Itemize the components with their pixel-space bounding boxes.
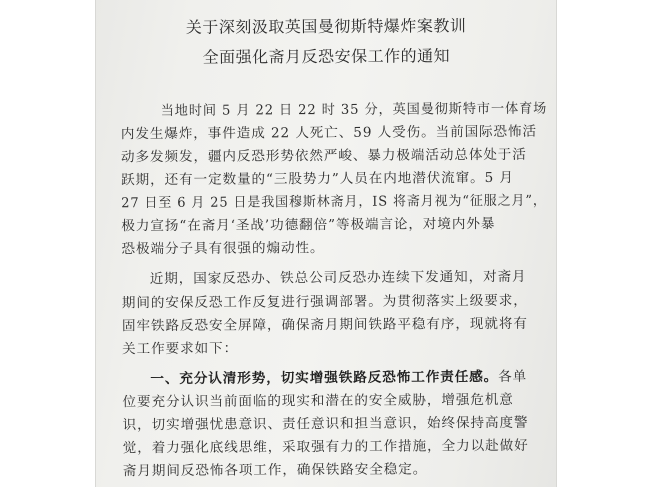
paragraph-1-line-2: 内发生爆炸，事件造成 22 人死亡、59 人受伤。当前国际恐怖活 [120, 123, 538, 143]
paper-sheet [96, 0, 556, 487]
section-1-body-line-1: 位要充分认识当前面临的现实和潜在的安全威胁，增强危机意 [122, 391, 514, 410]
paragraph-1-line-7: 恐极端分子具有很强的煽动性。 [121, 240, 325, 258]
paragraph-1-line-3: 动多发频发，疆内反恐形势依然严峻、暴力极端活动总体处于活 [120, 146, 527, 166]
section-1-body-line-2: 识，切实增强忧患意识、责任意识和担当意识，始终保持高度警 [122, 414, 529, 434]
paragraph-1-line-6: 极力宣扬“在斋月‘圣战’功德翻倍”等极端言论，对境内外暴 [121, 216, 496, 235]
paragraph-2-line-2: 期间的安保反恐工作反复进行强调部署。为贯彻落实上级要求， [121, 292, 528, 311]
section-1-body-line-3: 觉，着力强化底线思维，采取强有力的工作措施，全力以赴做好 [122, 437, 529, 457]
paragraph-1-line-1: 当地时间 5 月 22 日 22 时 35 分，英国曼彻斯特市一体育场 [160, 100, 548, 120]
section-1-heading-tail: 各单 [498, 368, 528, 385]
section-1-heading-line [150, 364, 527, 386]
document-title-line-1: 关于深刻汲取英国曼彻斯特爆炸案教训 [185, 16, 467, 37]
section-1-heading: 一、充分认清形势，切实增强铁路反恐怖工作责任感。 [150, 368, 499, 387]
document-title-line-2: 全面强化斋月反恐安保工作的通知 [202, 46, 451, 67]
paragraph-2-line-3: 固牢铁路反恐安全屏障，确保斋月期间铁路平稳有序，现就将有 [121, 315, 528, 334]
paragraph-2-line-1: 近期，国家反恐办、铁总公司反恐办连续下发通知，对斋月 [149, 269, 527, 288]
paragraph-1-line-5: 27 日至 6 月 25 日是我国穆斯林斋月，IS 将斋月视为“征服之月”， [121, 192, 547, 212]
section-1-body-line-4: 斋月期间反恐怖各项工作，确保铁路安全稳定。 [122, 461, 428, 480]
notice-document [96, 0, 556, 487]
paragraph-2-line-4: 关工作要求如下： [122, 340, 239, 357]
paragraph-1-line-4: 跃期，还有一定数量的“三股势力”人员在内地潜伏流窜。5 月 [121, 170, 514, 189]
